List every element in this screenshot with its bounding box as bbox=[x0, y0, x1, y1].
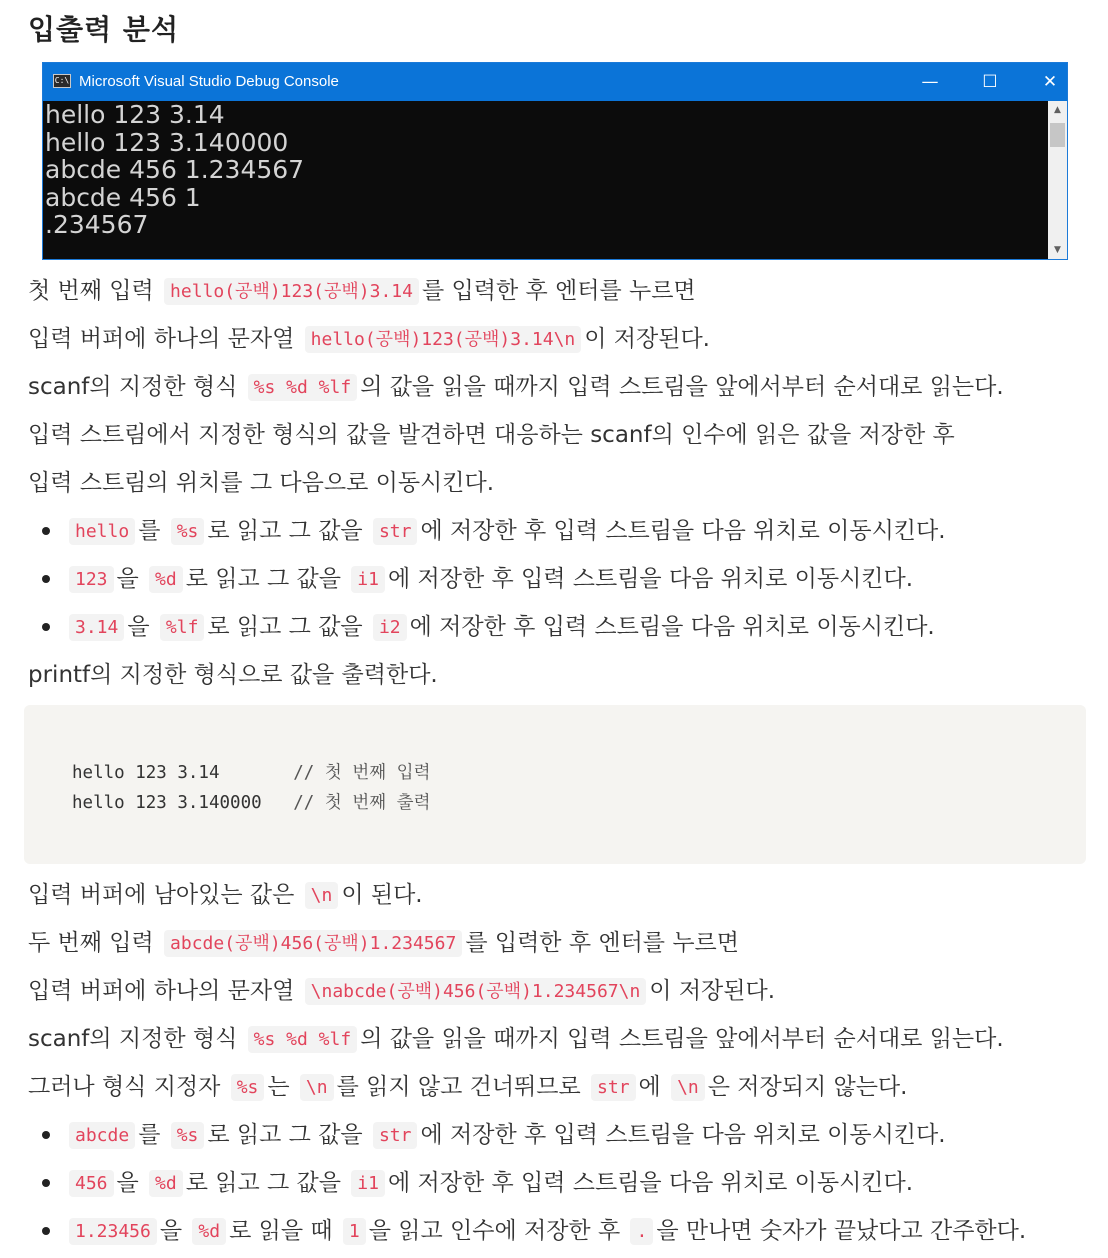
bullet-icon bbox=[42, 1131, 50, 1139]
text: 의 값을 읽을 때까지 입력 스트림을 앞에서부터 순서대로 읽는다. bbox=[360, 374, 1004, 400]
inline-code: \n bbox=[671, 1074, 705, 1101]
inline-code: i1 bbox=[351, 566, 385, 593]
paragraph-printf bbox=[28, 660, 438, 690]
text: 이 저장된다. bbox=[649, 978, 776, 1004]
text: 에 bbox=[638, 1074, 661, 1100]
paragraph-scanf-format-2 bbox=[28, 1024, 1004, 1055]
text: 로 읽고 그 값을 bbox=[185, 1170, 341, 1196]
bullet-icon bbox=[42, 575, 50, 583]
bullet-icon bbox=[42, 1227, 50, 1235]
text: 로 읽을 때 bbox=[229, 1218, 333, 1244]
inline-code: %d bbox=[149, 1170, 183, 1197]
text: 를 입력한 후 엔터를 누르면 bbox=[465, 930, 739, 956]
text: 을 bbox=[159, 1218, 183, 1244]
list-item bbox=[66, 516, 946, 547]
minimize-button[interactable]: — bbox=[921, 72, 939, 92]
text: 로 읽고 그 값을 bbox=[207, 518, 363, 544]
list-item bbox=[66, 1168, 913, 1199]
debug-console-window bbox=[42, 62, 1068, 260]
text: 을 bbox=[116, 1170, 139, 1196]
inline-code: 456 bbox=[69, 1170, 114, 1197]
text: 에 저장한 후 입력 스트림을 다음 위치로 이동시킨다. bbox=[387, 1170, 914, 1196]
text: 두 번째 입력 bbox=[28, 930, 154, 956]
code-content bbox=[72, 758, 430, 818]
paragraph-skip-newline bbox=[28, 1072, 907, 1103]
inline-code: %s %d %lf bbox=[248, 374, 358, 401]
text: 의 값을 읽을 때까지 입력 스트림을 앞에서부터 순서대로 읽는다. bbox=[360, 1026, 1004, 1052]
bullet-icon bbox=[42, 623, 50, 631]
paragraph-stream-move bbox=[28, 468, 494, 498]
inline-code: %d bbox=[192, 1218, 226, 1245]
code-block bbox=[24, 705, 1086, 864]
maximize-button[interactable]: ☐ bbox=[982, 72, 998, 92]
paragraph-scanf-format bbox=[28, 372, 1004, 403]
text: 로 읽고 그 값을 bbox=[185, 566, 341, 592]
inline-code: %d bbox=[149, 566, 183, 593]
text: 을 만나면 숫자가 끝났다고 간주한다. bbox=[656, 1218, 1027, 1244]
code-line: hello 123 3.14 bbox=[72, 763, 294, 783]
text: scanf의 지정한 형식 bbox=[28, 374, 238, 400]
text: 로 읽고 그 값을 bbox=[207, 614, 363, 640]
paragraph-first-input bbox=[28, 276, 696, 307]
scroll-down-arrow-icon[interactable]: ▼ bbox=[1054, 245, 1061, 255]
paragraph-input-buffer bbox=[28, 324, 710, 355]
inline-code: 123 bbox=[69, 566, 114, 593]
inline-code: %s bbox=[231, 1074, 265, 1101]
inline-code: %lf bbox=[160, 614, 205, 641]
text: 그러나 형식 지정자 bbox=[28, 1074, 221, 1100]
text: 을 bbox=[127, 614, 150, 640]
scroll-up-arrow-icon[interactable]: ▲ bbox=[1054, 105, 1061, 115]
code-comment: // 첫 번째 입력 bbox=[293, 763, 431, 783]
list-item bbox=[66, 1216, 1026, 1247]
inline-code: hello(공백)123(공백)3.14\n bbox=[305, 326, 582, 353]
console-titlebar[interactable] bbox=[43, 63, 1067, 101]
text: printf의 지정한 형식으로 값을 출력한다. bbox=[28, 662, 438, 688]
section-heading: 입출력 분석 bbox=[28, 13, 179, 46]
inline-code: \nabcde(공백)456(공백)1.234567\n bbox=[305, 978, 647, 1005]
text: 에 저장한 후 입력 스트림을 다음 위치로 이동시킨다. bbox=[420, 518, 946, 544]
inline-code: %s %d %lf bbox=[248, 1026, 358, 1053]
bullet-icon bbox=[42, 1179, 50, 1187]
text: 입력 스트림의 위치를 그 다음으로 이동시킨다. bbox=[28, 470, 495, 496]
console-output: hello 123 3.14 hello 123 3.140000 abcde 456 1.234567 abcde 456 1 .234567 bbox=[45, 101, 305, 239]
text: 를 입력한 후 엔터를 누르면 bbox=[421, 278, 696, 304]
inline-code: hello bbox=[69, 518, 135, 545]
text: 에 저장한 후 입력 스트림을 다음 위치로 이동시킨다. bbox=[387, 566, 914, 592]
text: scanf의 지정한 형식 bbox=[28, 1026, 238, 1052]
text: 을 읽고 인수에 저장한 후 bbox=[368, 1218, 621, 1244]
text: 입력 버퍼에 남아있는 값은 bbox=[28, 882, 295, 908]
text: 은 저장되지 않는다. bbox=[707, 1074, 908, 1100]
paragraph-stream-match bbox=[28, 420, 955, 450]
inline-code: \n bbox=[305, 882, 339, 909]
inline-code: str bbox=[373, 518, 418, 545]
inline-code: hello(공백)123(공백)3.14 bbox=[164, 278, 419, 305]
text: 에 저장한 후 입력 스트림을 다음 위치로 이동시킨다. bbox=[409, 614, 935, 640]
inline-code: abcde bbox=[69, 1122, 135, 1149]
console-scrollbar[interactable] bbox=[1048, 101, 1067, 259]
console-title: Microsoft Visual Studio Debug Console bbox=[79, 73, 339, 90]
inline-code: . bbox=[630, 1218, 653, 1245]
inline-code: i1 bbox=[351, 1170, 385, 1197]
inline-code: str bbox=[373, 1122, 418, 1149]
inline-code: \n bbox=[300, 1074, 334, 1101]
paragraph-input-buffer-2 bbox=[28, 976, 775, 1007]
close-button[interactable]: ✕ bbox=[1042, 72, 1058, 92]
paragraph-remaining-buffer bbox=[28, 880, 423, 911]
text: 입력 버퍼에 하나의 문자열 bbox=[28, 326, 295, 352]
text: 는 bbox=[267, 1074, 290, 1100]
text: 를 bbox=[138, 518, 161, 544]
text: 이 된다. bbox=[341, 882, 423, 908]
inline-code: %s bbox=[171, 1122, 205, 1149]
list-item bbox=[66, 564, 913, 595]
text: 로 읽고 그 값을 bbox=[207, 1122, 363, 1148]
text: 이 저장된다. bbox=[584, 326, 710, 352]
text: 입력 스트림에서 지정한 형식의 값을 발견하면 대응하는 scanf의 인수에 읽은 값을 저장한 후 bbox=[28, 422, 955, 448]
text: 를 읽지 않고 건너뛰므로 bbox=[336, 1074, 581, 1100]
bullet-icon bbox=[42, 527, 50, 535]
text: 를 bbox=[138, 1122, 161, 1148]
inline-code: str bbox=[591, 1074, 636, 1101]
inline-code: 3.14 bbox=[69, 614, 124, 641]
console-app-icon: C:\ bbox=[53, 74, 71, 88]
list-item bbox=[66, 1120, 946, 1151]
code-comment: // 첫 번째 출력 bbox=[293, 793, 431, 813]
text: 첫 번째 입력 bbox=[28, 278, 154, 304]
code-line: hello 123 3.140000 bbox=[72, 793, 294, 813]
inline-code: 1 bbox=[343, 1218, 366, 1245]
text: 에 저장한 후 입력 스트림을 다음 위치로 이동시킨다. bbox=[420, 1122, 946, 1148]
paragraph-second-input bbox=[28, 928, 739, 959]
inline-code: %s bbox=[171, 518, 205, 545]
text: 을 bbox=[116, 566, 139, 592]
inline-code: 1.23456 bbox=[69, 1218, 157, 1245]
scroll-thumb[interactable] bbox=[1050, 123, 1065, 147]
list-item bbox=[66, 612, 935, 643]
inline-code: i2 bbox=[373, 614, 407, 641]
inline-code: abcde(공백)456(공백)1.234567 bbox=[164, 930, 462, 957]
text: 입력 버퍼에 하나의 문자열 bbox=[28, 978, 295, 1004]
